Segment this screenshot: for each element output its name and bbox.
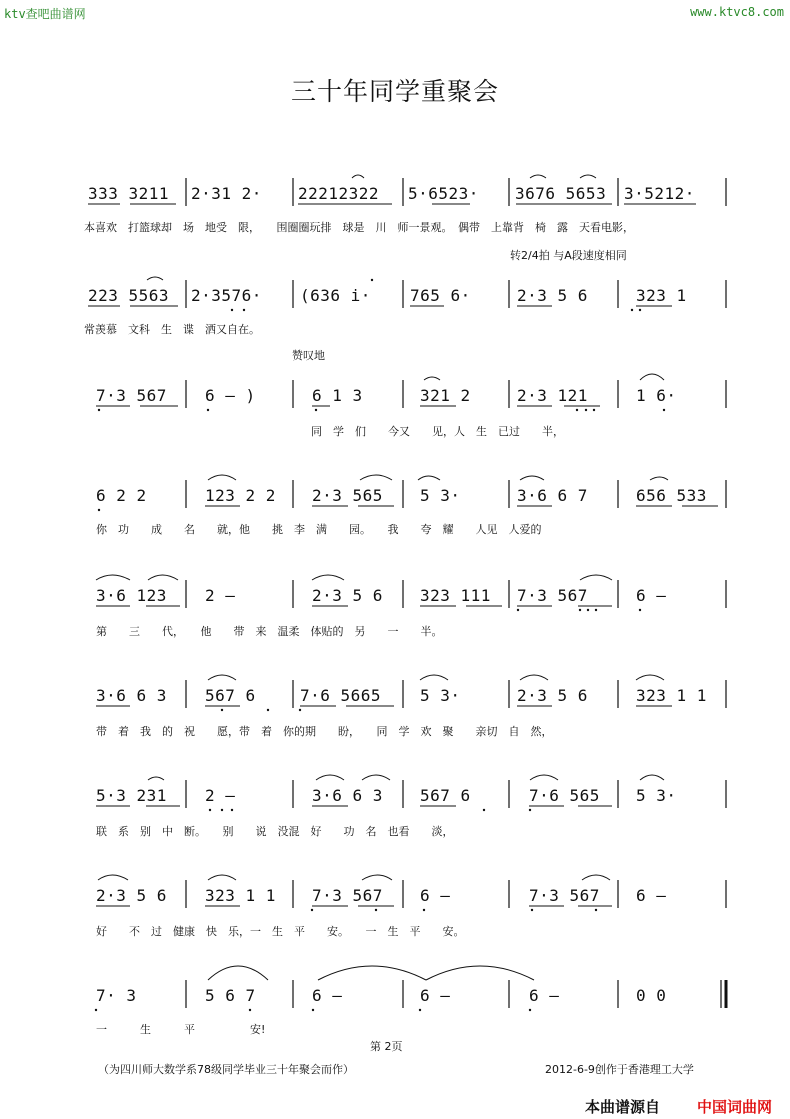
lyrics-line: 本喜欢 打篮球却 场 地受 限， 围圈圈玩排 球是 川 师一景观。 偶带 上靠背 椅 露 天看电影，	[84, 221, 634, 234]
measure: 6 1 3	[312, 386, 363, 405]
measure: 567 6	[420, 786, 471, 805]
measure: 3·6 123	[96, 586, 167, 605]
measure: 6 —	[636, 886, 667, 905]
lyrics-line: 好 不 过 健康 快 乐，一 生 平 安。 一 生 平 安。	[96, 925, 465, 938]
measure: 323 1 1	[205, 886, 276, 905]
measure: 7·6 565	[529, 786, 600, 805]
watermark-left: ktv查吧曲谱网	[4, 7, 86, 21]
measure: 2·3 5 6	[312, 586, 383, 605]
measure: 22212322	[298, 184, 380, 203]
measure: 323 111	[420, 586, 491, 605]
measure: 7·3 567	[96, 386, 167, 405]
source-label: 本曲谱源自	[585, 1098, 661, 1116]
measure: 123 2 2	[205, 486, 276, 505]
measure: 656 533	[636, 486, 707, 505]
measure: 2·3576·	[191, 286, 262, 305]
composition-date: 2012-6-9创作于香港理工大学	[545, 1063, 694, 1076]
measure: 3·5212·	[624, 184, 695, 203]
measure: 5 6 7	[205, 986, 256, 1005]
measure: (636 i·	[300, 286, 371, 305]
measure: 5·6523·	[408, 184, 479, 203]
measure: 2 —	[205, 786, 236, 805]
measure: 2·3 5 6	[96, 886, 167, 905]
measure: 7·3 567	[529, 886, 600, 905]
measure: 3·6 6 3	[96, 686, 167, 705]
measure: 323 1	[636, 286, 687, 305]
measure: 0 0	[636, 986, 667, 1005]
lyrics-line: 常羡慕 文科 生 谍 洒又自在。	[84, 323, 260, 336]
measure: 2·3 5 6	[517, 286, 588, 305]
lyrics-line: 一 生 平 安!	[96, 1023, 266, 1036]
measure: 333 3211	[88, 184, 170, 203]
measure: 6 — )	[205, 386, 256, 405]
measure: 6 —	[312, 986, 343, 1005]
lyrics-line: 带 着 我 的 祝 愿，带 着 你的期 盼， 同 学 欢 聚 亲切 自 然，	[96, 725, 553, 738]
measure: 2·3 121	[517, 386, 588, 405]
measure: 6 —	[529, 986, 560, 1005]
measure: 567 6	[205, 686, 256, 705]
measure: 3·6 6 3	[312, 786, 383, 805]
measure: 7· 3	[96, 986, 137, 1005]
measure: 5 3·	[420, 686, 461, 705]
measure: 3676 5653	[515, 184, 607, 203]
lyrics-line: 你 功 成 名 就，他 挑 李 满 园。 我 夸 耀 人见 人爱的	[96, 523, 542, 536]
measure: 5 3·	[420, 486, 461, 505]
measure: 2·31 2·	[191, 184, 262, 203]
measure: 765 6·	[410, 286, 471, 305]
measure: 1 6·	[636, 386, 677, 405]
tempo-annotation: 转2/4拍 与A段速度相同	[510, 249, 627, 262]
measure: 5·3 231	[96, 786, 167, 805]
high-octave-dots	[371, 279, 373, 281]
measure: 6 2 2	[96, 486, 147, 505]
lyrics-line: 第 三 代， 他 带 来 温柔 体贴的 另 一 半。	[96, 625, 443, 638]
slurs	[96, 175, 668, 980]
measure: 323 1 1	[636, 686, 707, 705]
page-number: 第 2页	[370, 1040, 403, 1053]
measure: 3·6 6 7	[517, 486, 588, 505]
watermark-right: www.ktvc8.com	[690, 5, 784, 19]
lyrics-line: 联 系 别 中 断。 别 说 没混 好 功 名 也看 淡，	[96, 825, 454, 838]
measure: 2 —	[205, 586, 236, 605]
measure: 7·3 567	[517, 586, 588, 605]
measure: 321 2	[420, 386, 471, 405]
measure: 223 5563	[88, 286, 170, 305]
measure: 2·3 5 6	[517, 686, 588, 705]
dedication-note: （为四川师大数学系78级同学毕业三十年聚会而作）	[98, 1063, 354, 1076]
source-site-link[interactable]: 中国词曲网	[697, 1098, 773, 1116]
measure: 7·6 5665	[300, 686, 382, 705]
measure: 6 —	[420, 986, 451, 1005]
measure: 6 —	[636, 586, 667, 605]
expression-annotation: 赞叹地	[292, 349, 325, 362]
measure: 7·3 567	[312, 886, 383, 905]
bar-lines	[186, 178, 726, 1008]
lyrics-line: 同 学 们 今又 见，人 生 已过 半，	[311, 425, 564, 438]
measure: 5 3·	[636, 786, 677, 805]
measure: 6 —	[420, 886, 451, 905]
measure: 2·3 565	[312, 486, 383, 505]
song-title: 三十年同学重聚会	[290, 77, 499, 106]
